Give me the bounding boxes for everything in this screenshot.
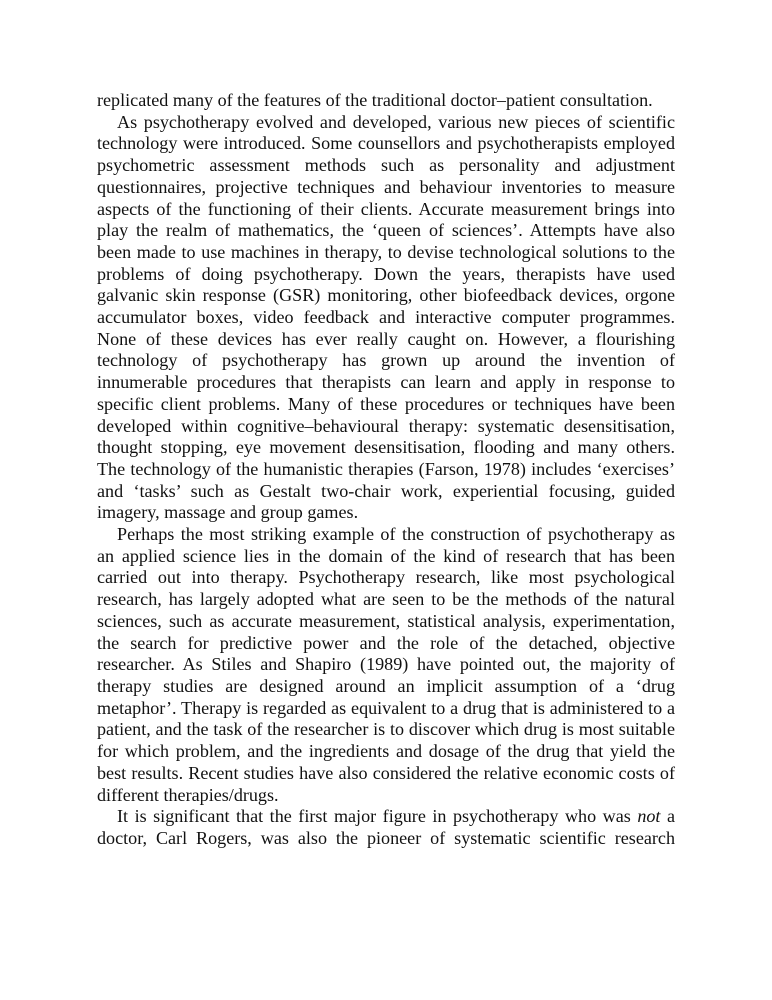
paragraph-3 [97,806,675,849]
document-page [97,90,675,850]
paragraph-3-text-b: a doctor, Carl Rogers, was also the pioneer of systematic scientific research [97,806,675,848]
paragraph-3-emphasis: not [637,806,661,827]
paragraph-2-text: Perhaps the most striking example of the construction of psychotherapy as an applied science lies in the domain of the kind of research that has been carried out into therapy. Psychotherapy research, like most psychological research, has largely adopted what are seen to be the methods of the natural sciences, such as accurate measurement, statistical analysis, experimentation, the search for predictive power and the role of the detached, objective researcher. As Stiles and Shapiro (1989) have pointed out, the majority of therapy studies are designed around an implicit assumption of a ‘drug metaphor’. Therapy is regarded as equivalent to a drug that is administered to a patient, and the task of the researcher is to discover which drug is most suitable for which problem, and the ingredients and dosage of the drug that yield the best results. Recent studies have also considered the relative economic costs of different therapies/drugs. [97,524,675,805]
paragraph-0-text: replicated many of the features of the traditional doctor–patient consultation. [97,90,653,110]
paragraph-1 [97,112,675,524]
paragraph-3-text-a: It is significant that the first major figure in psychotherapy who was [117,806,638,827]
paragraph-2 [97,524,675,806]
paragraph-1-text: As psychotherapy evolved and developed, various new pieces of scientific technology were introduced. Some counsellors and psychotherapists employed psychometric assessment methods such as personality and adjustment questionnaires, projective techniques and behaviour inventories to measure aspects of the functioning of their clients. Accurate measurement brings into play the realm of mathematics, the ‘queen of sciences’. Attempts have also been made to use machines in therapy, to devise technological solutions to the problems of doing psychotherapy. Down the years, therapists have used galvanic skin response (GSR) monitoring, other biofeedback devices, orgone accumulator boxes, video feedback and interactive computer programmes. None of these devices has ever really caught on. However, a flourishing technology of psychotherapy has grown up around the invention of innumerable procedures that therapists can learn and apply in response to specific client problems. Many of these procedures or techniques have been developed within cognitive–behavioural therapy: systematic desensitisation, thought stopping, eye movement desensitisation, flooding and many others. The technology of the humanistic therapies (Farson, 1978) includes ‘exercises’ and ‘tasks’ such as Gestalt two-chair work, experiential focusing, guided imagery, massage and group games. [97,111,675,523]
paragraph-0 [97,90,675,112]
